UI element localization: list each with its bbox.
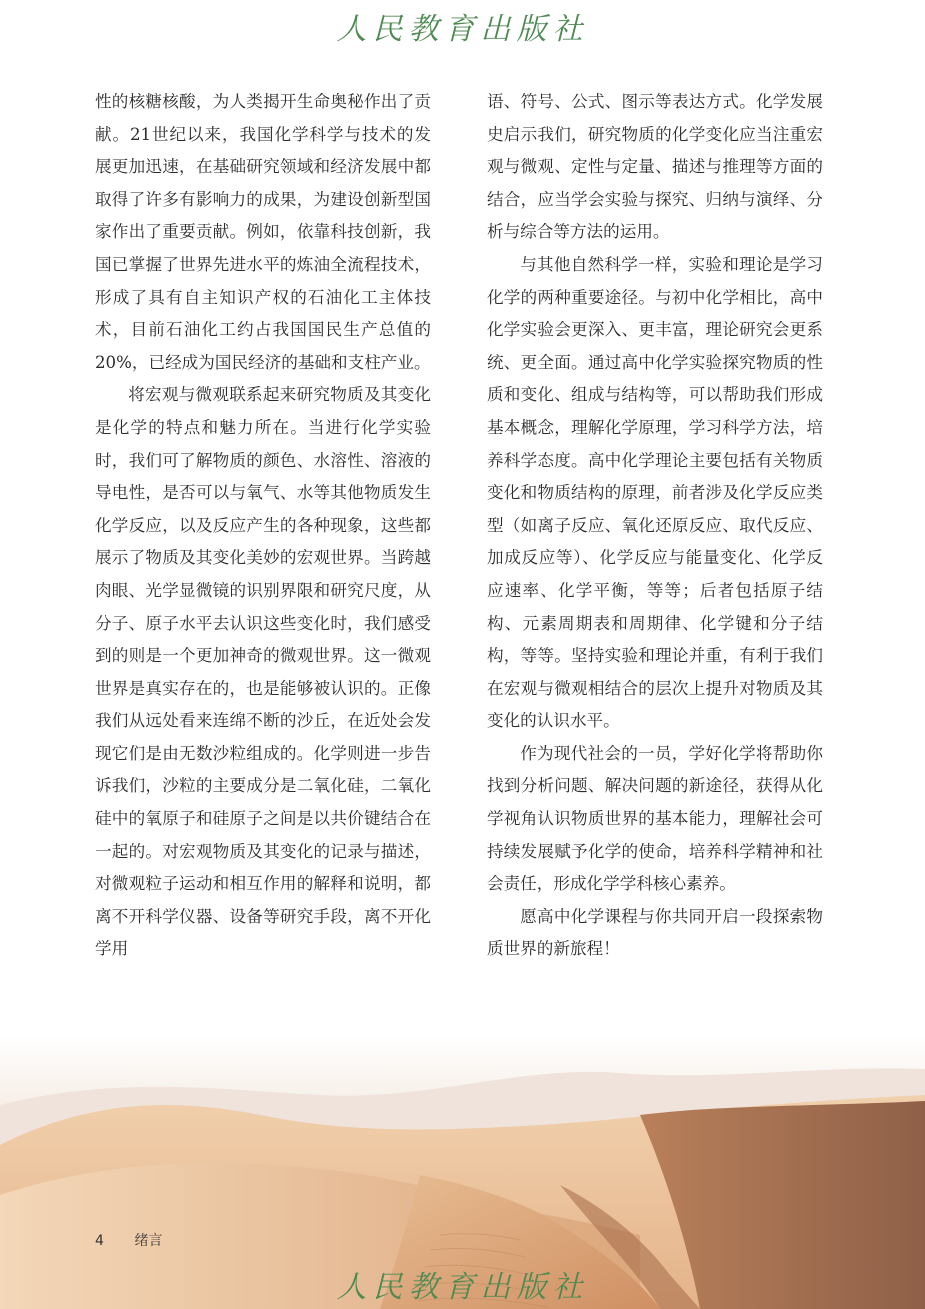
paragraph: 性的核糖核酸，为人类揭开生命奥秘作出了贡献。21世纪以来，我国化学科学与技术的发展更加迅速，在基础研究领域和经济发展中都取得了许多有影响力的成果，为建设创新型国家作出了重要贡献。例如，依靠科技创新，我国已掌握了世界先进水平的炼油全流程技术，形成了具有自主知识产权的石油化工主体技术，目前石油化工约占我国国民生产总值的20%，已经成为国民经济的基础和支柱产业。: [95, 92, 431, 372]
publisher-logo-footer: 人民教育出版社: [336, 1270, 589, 1305]
left-column: [95, 86, 431, 966]
page-footer: [95, 1230, 162, 1250]
paragraph: 作为现代社会的一员，学好化学将帮助你找到分析问题、解决问题的新途径，获得从化学视角认识物质世界的基本能力，理解社会可持续发展赋予化学的使命，培养科学精神和社会责任，形成化学学科核心素养。: [487, 743, 823, 894]
publisher-logo-header: 人民教育出版社: [336, 12, 589, 47]
paragraph: 与其他自然科学一样，实验和理论是学习化学的两种重要途径。与初中化学相比，高中化学实验会更深入、更丰富，理论研究会更系统、更全面。通过高中化学实验探究物质的性质和变化、组成与结构等，可以帮助我们形成基本概念，理解化学原理，学习科学方法，培养科学态度。高中化学理论主要包括有关物质变化和物质结构的原理，前者涉及化学反应类型（如离子反应、氧化还原反应、取代反应、加成反应等）、化学反应与能量变化、化学反应速率、化学平衡，等等；后者包括原子结构、元素周期表和周期律、化学键和分子结构，等等。坚持实验和理论并重，有利于我们在宏观与微观相结合的层次上提升对物质及其变化的认识水平。: [487, 254, 823, 731]
page-number: 4: [95, 1233, 104, 1249]
paragraph: 语、符号、公式、图示等表达方式。化学发展史启示我们，研究物质的化学变化应当注重宏观与微观、定性与定量、描述与推理等方面的结合，应当学会实验与探究、归纳与演绎、分析与综合等方法的运用。: [487, 92, 823, 242]
section-title: 绪言: [134, 1233, 163, 1249]
paragraph: 愿高中化学课程与你共同开启一段探索物质世界的新旅程！: [487, 906, 823, 959]
right-column: [487, 86, 823, 966]
paragraph: 将宏观与微观联系起来研究物质及其变化是化学的特点和魅力所在。当进行化学实验时，我们可了解物质的颜色、水溶性、溶液的导电性，是否可以与氧气、水等其他物质发生化学反应，以及反应产生的各种现象，这些都展示了物质及其变化美妙的宏观世界。当跨越肉眼、光学显微镜的识别界限和研究尺度，从分子、原子水平去认识这些变化时，我们感受到的则是一个更加神奇的微观世界。这一微观世界是真实存在的，也是能够被认识的。正像我们从远处看来连绵不断的沙丘，在近处会发现它们是由无数沙粒组成的。化学则进一步告诉我们，沙粒的主要成分是二氧化硅，二氧化硅中的氧原子和硅原子之间是以共价键结合在一起的。对宏观物质及其变化的记录与描述，对微观粒子运动和相互作用的解释和说明，都离不开科学仪器、设备等研究手段，离不开化学用: [95, 385, 431, 959]
